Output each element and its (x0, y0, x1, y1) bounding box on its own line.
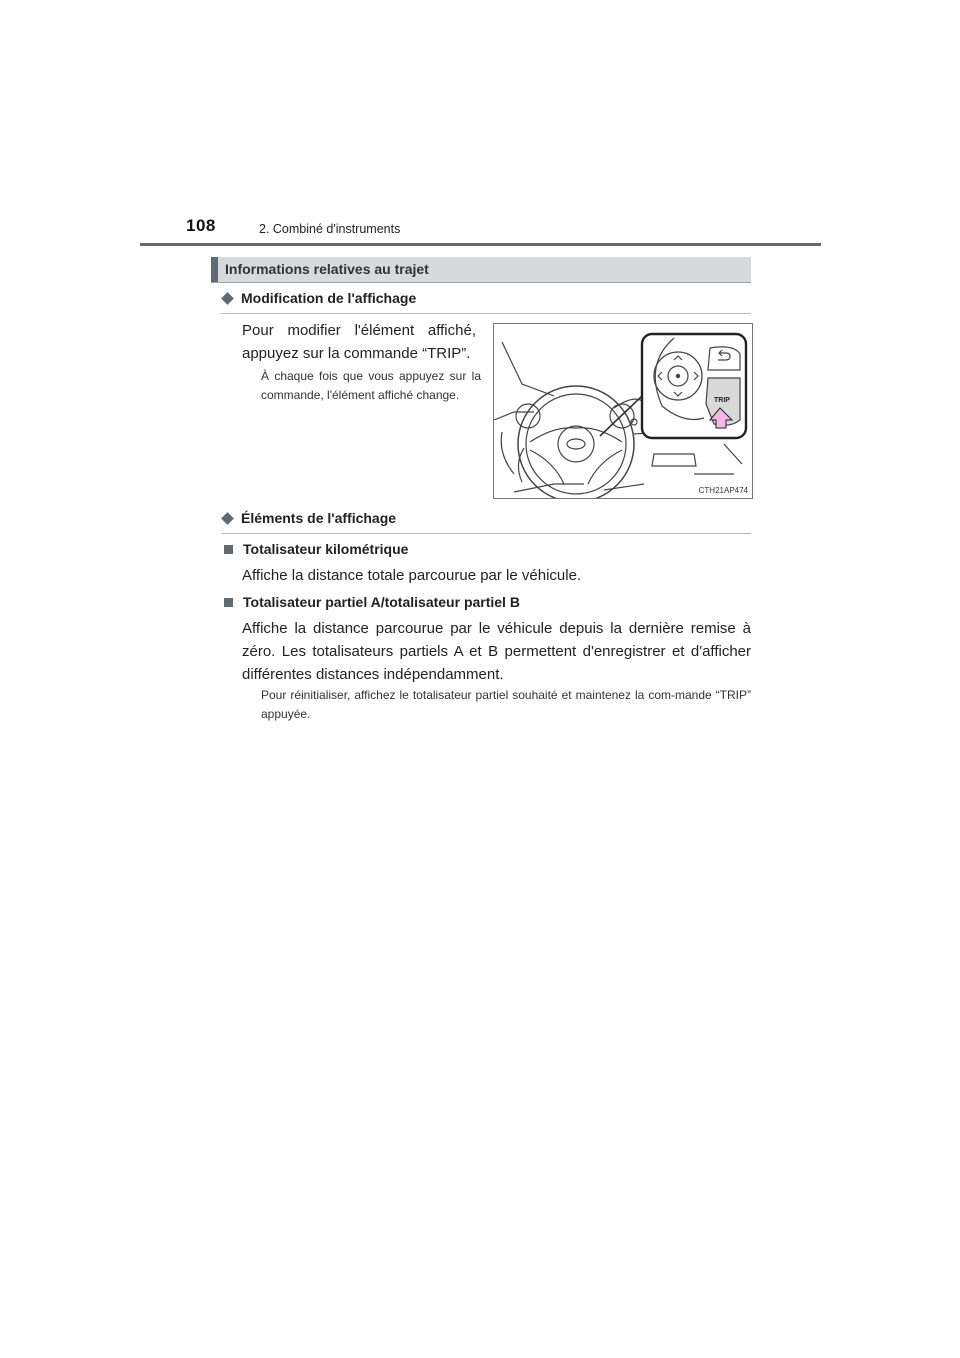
modification-instruction: Pour modifier l'élément affiché, appuyez sur la commande “TRIP”. (242, 322, 476, 362)
steering-wheel-drawing (494, 324, 752, 498)
header-rule (140, 243, 821, 246)
section-title-bar (211, 257, 751, 283)
section-tab-marker (211, 257, 218, 282)
square-bullet-icon (224, 545, 233, 554)
item-odometer-text: Affiche la distance totale parcourue par le véhicule. (242, 567, 582, 584)
item-trip-meter-text: Affiche la distance parcourue par le véhicule depuis la dernière remise à zéro. Les totalisateurs partiels A et B permettent d'enregistrer et d'afficher différentes distances indépendamment. (242, 620, 751, 683)
page-number: 108 (186, 216, 216, 235)
steering-wheel-illustration (493, 323, 753, 499)
item-trip-meter-title: Totalisateur partiel A/totalisateur partiel B (243, 594, 520, 610)
subheading-elements-text: Éléments de l'affichage (241, 510, 397, 526)
chapter-title: 2. Combiné d'instruments (259, 222, 401, 236)
subheading-elements (221, 510, 751, 534)
modification-note: À chaque fois que vous appuyez sur la commande, l'élément affiché change. (261, 369, 481, 402)
square-bullet-icon (224, 598, 233, 607)
item-odometer-title: Totalisateur kilométrique (243, 541, 409, 557)
subheading-modification-text: Modification de l'affichage (241, 290, 417, 306)
trip-button-label: TRIP (714, 397, 730, 404)
diamond-bullet-icon (221, 292, 234, 305)
section-title: Informations relatives au trajet (225, 261, 429, 277)
item-trip-meter-note: Pour réinitialiser, affichez le totalisateur partiel souhaité et maintenez la com-mande “TRIP” appuyée. (261, 688, 751, 721)
figure-code: CTH21AP474 (698, 486, 748, 495)
item-trip-meter-heading (224, 594, 520, 610)
subheading-modification (221, 290, 751, 314)
item-odometer-heading (224, 541, 408, 557)
diamond-bullet-icon (221, 512, 234, 525)
